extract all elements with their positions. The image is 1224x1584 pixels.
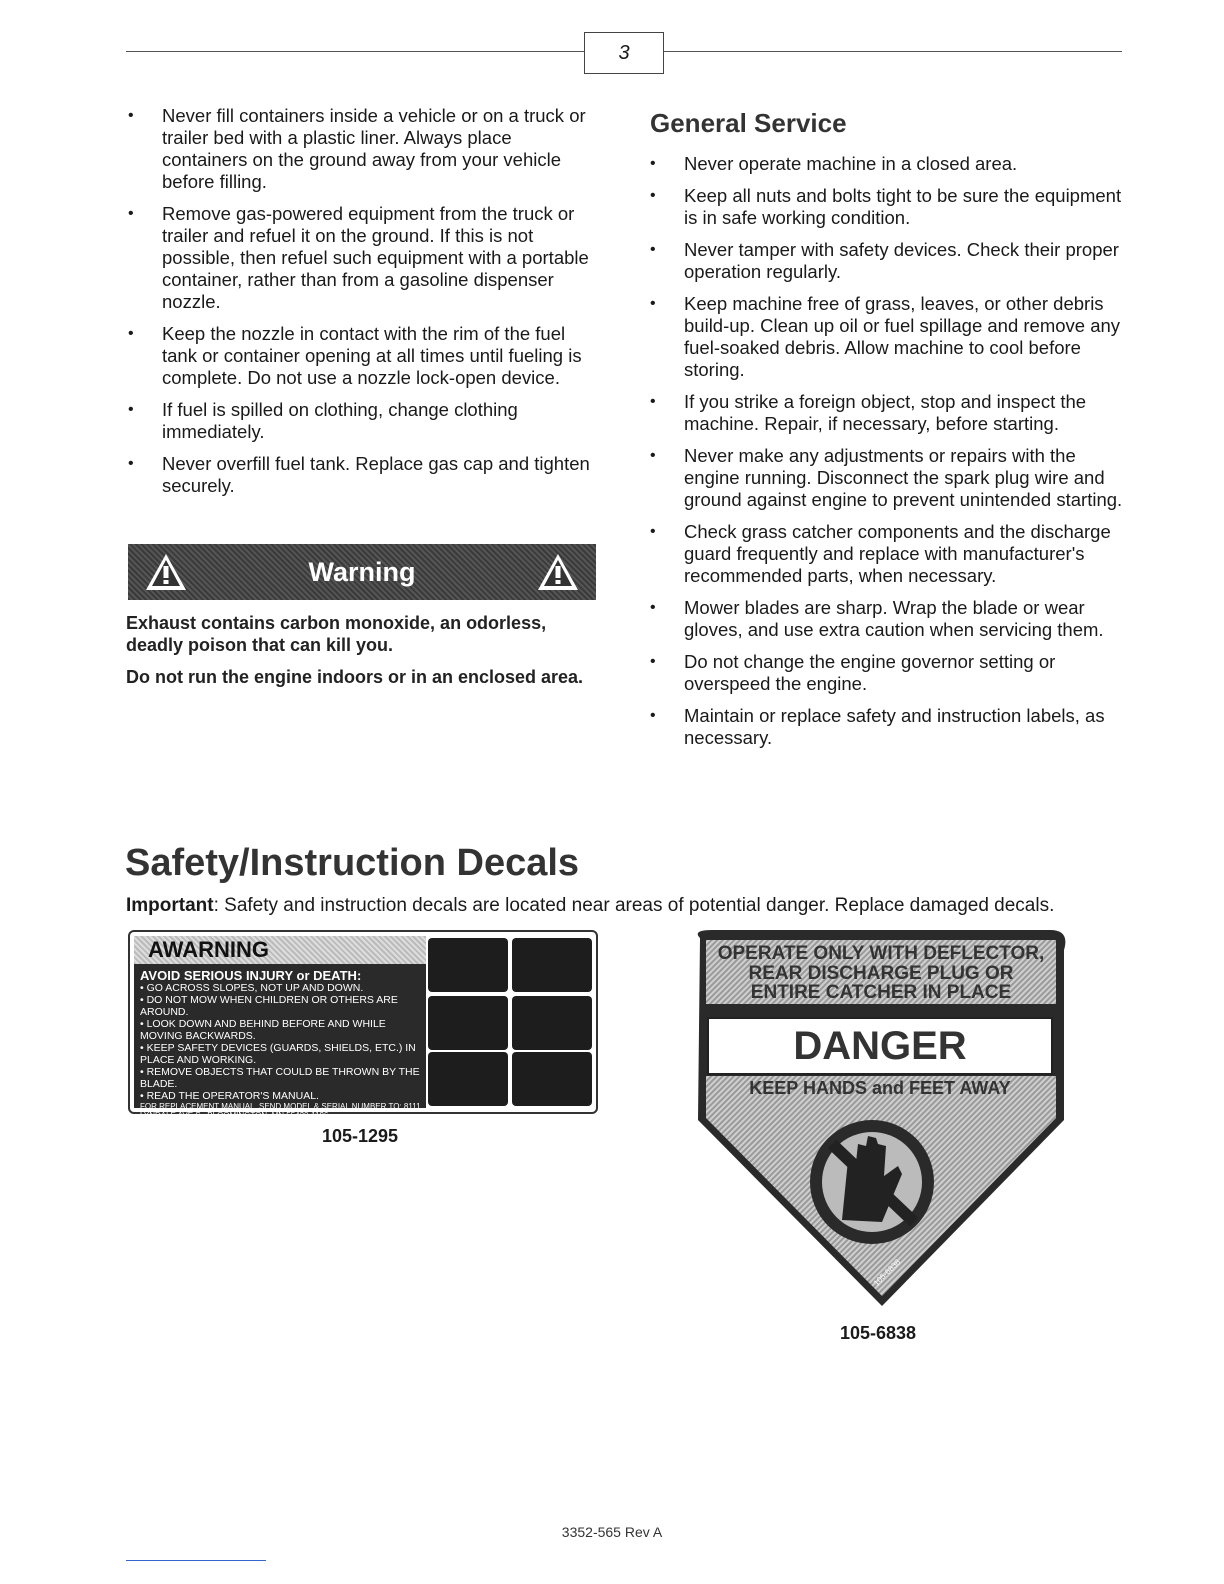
footer-rule — [126, 1560, 266, 1561]
decal-header: AWARNING — [134, 936, 426, 964]
decal-top-line: REAR DISCHARGE PLUG OR — [748, 963, 1014, 984]
pictogram-blade-icon — [512, 1052, 592, 1106]
list-item: • Never tamper with safety devices. Check their proper operation regularly. — [650, 239, 1130, 283]
list-item: • Keep machine free of grass, leaves, or other debris build-up. Clean up oil or fuel spillage and remove any fuel-soaked debris. Allow machine to cool before storing. — [650, 293, 1130, 381]
decal-line: • LOOK DOWN AND BEHIND BEFORE AND WHILE MOVING BACKWARDS. — [140, 1018, 386, 1042]
list-item: • Never fill containers inside a vehicle or on a truck or trailer bed with a plastic liner. Always place containers on the ground away from your vehicle before filling. — [128, 105, 598, 193]
important-label: Important — [126, 895, 214, 916]
decal-code: 105-6838 — [871, 1257, 903, 1288]
decal-line: • READ THE OPERATOR'S MANUAL. — [140, 1090, 319, 1102]
decal-105-6838 — [692, 930, 1070, 1310]
decal-caption: 105-1295 — [322, 1126, 399, 1146]
pictogram-children-icon — [512, 938, 592, 992]
list-item: • Never operate machine in a closed area. — [650, 153, 1130, 175]
warning-triangle-icon — [144, 552, 188, 592]
list-item: • Check grass catcher components and the discharge guard frequently and replace with manufacturer's recommended parts, when necessary. — [650, 521, 1130, 587]
warning-body — [126, 612, 606, 698]
danger-label: DANGER — [793, 1024, 967, 1068]
header-rule-left — [126, 51, 584, 52]
important-text: : Safety and instruction decals are located near areas of potential danger. Replace damaged decals. — [213, 895, 1055, 916]
pictogram-mower-icon — [512, 996, 592, 1050]
decal-line: • KEEP SAFETY DEVICES (GUARDS, SHIELDS, ETC.) IN PLACE AND WORKING. — [140, 1042, 416, 1066]
list-item: • Remove gas-powered equipment from the truck or trailer and refuel it on the ground. If this is not possible, then refuel such equipment with a portable container, rather than from a gasoline dispenser nozzle. — [128, 203, 598, 313]
list-item: • If you strike a foreign object, stop and inspect the machine. Repair, if necessary, before starting. — [650, 391, 1130, 435]
pictogram-backing-icon — [428, 996, 508, 1050]
list-item: • Keep all nuts and bolts tight to be sure the equipment is in safe working condition. — [650, 185, 1130, 229]
decal-heading: AVOID SERIOUS INJURY or DEATH: — [140, 968, 362, 983]
general-service-section — [650, 108, 1130, 759]
decal-lines — [140, 970, 422, 1120]
warning-triangle-icon — [536, 552, 580, 592]
fuel-safety-list — [128, 105, 598, 507]
page-title: Safety/Instruction Decals — [125, 842, 580, 884]
list-item: • Never overfill fuel tank. Replace gas cap and tighten securely. — [128, 453, 598, 497]
decal-footer: FOR REPLACEMENT MANUAL, SEND MODEL & SERIAL NUMBER TO: 8111 LYNDALE AVE.S., BLOOMINGTON, MN 55420-1196 — [140, 1102, 421, 1120]
list-item: • Never make any adjustments or repairs with the engine running. Disconnect the spark plug wire and ground against engine to prevent unintended starting. — [650, 445, 1130, 511]
list-item: • If fuel is spilled on clothing, change clothing immediately. — [128, 399, 598, 443]
document-footer: 3352-565 Rev A — [561, 1524, 663, 1540]
important-note — [126, 895, 1054, 917]
warning-banner — [128, 544, 596, 600]
decal-text-panel — [134, 936, 426, 1120]
list-item: • Mower blades are sharp. Wrap the blade or wear gloves, and use extra caution when servicing them. — [650, 597, 1130, 641]
list-item: • Do not change the engine governor setting or overspeed the engine. — [650, 651, 1130, 695]
pictogram-thrown-object-icon — [428, 1052, 508, 1106]
decal-105-1295 — [128, 930, 598, 1120]
keep-away-label: KEEP HANDS and FEET AWAY — [749, 1078, 1011, 1098]
list-item: • Keep the nozzle in contact with the rim of the fuel tank or container opening at all times until fueling is complete. Do not use a nozzle lock-open device. — [128, 323, 598, 389]
decal-caption: 105-6838 — [840, 1323, 917, 1343]
decal-line: • DO NOT MOW WHEN CHILDREN OR OTHERS ARE AROUND. — [140, 994, 398, 1018]
pictogram-slope-icon — [428, 938, 508, 992]
decal-line: • GO ACROSS SLOPES, NOT UP AND DOWN. — [140, 982, 364, 994]
section-title: General Service — [650, 108, 847, 138]
warning-line: Do not run the engine indoors or in an enclosed area. — [126, 667, 584, 687]
page-number: 3 — [584, 32, 664, 74]
decal-line: • REMOVE OBJECTS THAT COULD BE THROWN BY THE BLADE. — [140, 1066, 420, 1090]
decal-top-line: OPERATE ONLY WITH DEFLECTOR, — [717, 943, 1045, 964]
warning-line: Exhaust contains carbon monoxide, an odorless, deadly poison that can kill you. — [126, 613, 547, 655]
header-rule-right — [662, 51, 1122, 52]
list-item: • Maintain or replace safety and instruction labels, as necessary. — [650, 705, 1130, 749]
warning-title: Warning — [308, 556, 416, 587]
decal-top-line: ENTIRE CATCHER IN PLACE — [750, 982, 1012, 1003]
